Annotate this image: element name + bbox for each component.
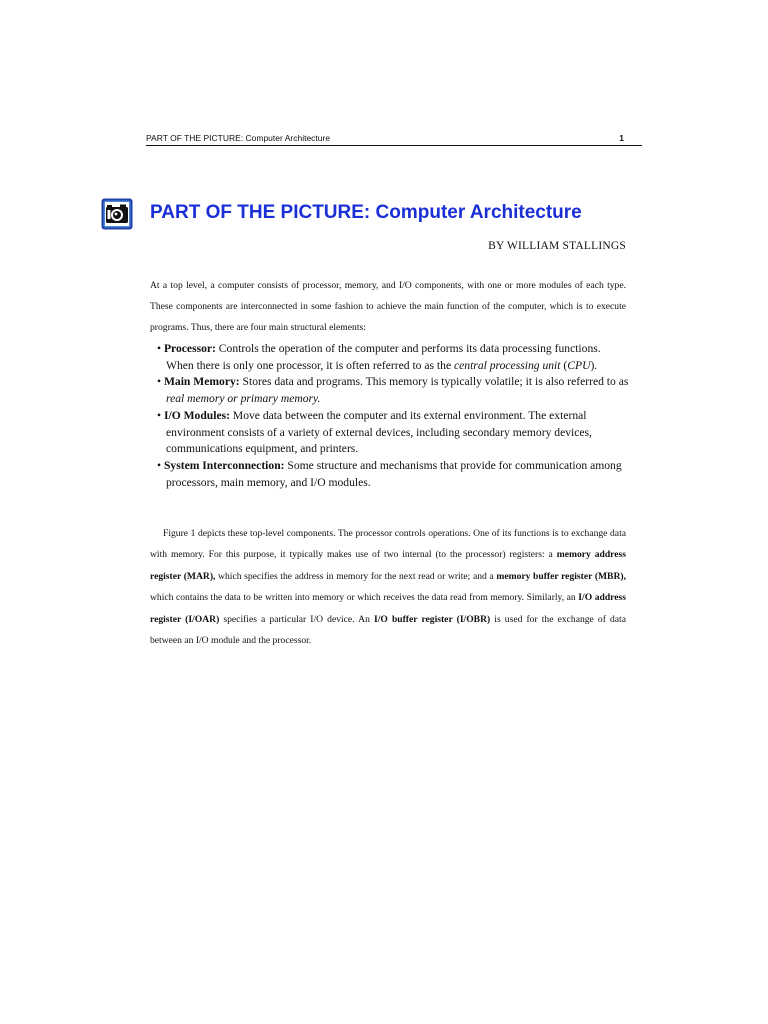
camera-icon (101, 198, 133, 230)
list-item-term: I/O Modules: (163, 408, 230, 422)
list-item: • Main Memory: Stores data and programs. This memory is typically volatile; it is also referred to as real memory or primary memory. (157, 375, 629, 406)
list-item: • Processor: Controls the operation of the computer and performs its data processing functions. When there is only one processor, it is often referred to as the central processing unit (CPU). (157, 342, 601, 372)
list-item-text: Stores data and programs. This memory is typically volatile; it is also referred to as (239, 375, 629, 389)
list-item-term: System Interconnection: (163, 458, 285, 472)
page-number: 1 (619, 133, 624, 143)
intro-paragraph: At a top level, a computer consists of processor, memory, and I/O components, with one or more modules of each type. These components are interconnected in some fashion to achieve the main function of the computer, which is to execute programs. Thus, there are four main structural elements: (150, 280, 626, 333)
list-item: • I/O Modules: Move data between the computer and its external environment. The external environment consists of a variety of external devices, including secondary memory devices, communications equipment, and printers. (157, 408, 592, 456)
list-item-text: ). (590, 358, 598, 372)
byline: BY WILLIAM STALLINGS (488, 240, 626, 252)
body-paragraph (150, 523, 626, 651)
term-ioar: I/O address register (I/OAR) (150, 592, 626, 625)
list-item-text: Controls the operation of the computer and performs its data processing functions. When there is only one processor, it is often referred to as the (166, 342, 601, 372)
paragraph-text: which specifies the address in memory for the next read or write; and a (215, 570, 497, 582)
paragraph-text: specifies a particular I/O device. An (219, 613, 374, 625)
list-item-emphasis: central processing unit (454, 358, 561, 372)
list-item-term: Main Memory: (163, 375, 240, 389)
list-item-term: Processor: (163, 342, 216, 355)
paragraph-text: which contains the data to be written into memory or which receives the data read from memory. Similarly, an (150, 592, 579, 604)
list-item-text: Move data between the computer and its external environment. The external environment consists of a variety of external devices, including secondary memory devices, communications equipment, and printers. (166, 408, 592, 456)
list-item-emphasis: CPU (567, 358, 591, 372)
paragraph-text: Figure 1 depicts these top-level components. The processor controls operations. One of its functions is to exchange data with memory. For this purpose, it typically makes use of two internal (to the processor) registers: a (150, 528, 626, 561)
list-item: • System Interconnection: Some structure and mechanisms that provide for communication among processors, main memory, and I/O modules. (157, 458, 622, 489)
page-title: PART OF THE PICTURE: Computer Architecture (150, 202, 582, 223)
running-head-title: PART OF THE PICTURE: Computer Architecture (146, 133, 331, 143)
structural-elements-list (157, 341, 629, 491)
term-iobr: I/O buffer register (I/OBR) (373, 613, 491, 625)
list-item-emphasis: real memory or primary memory. (166, 392, 321, 406)
running-head (146, 133, 642, 146)
term-mbr: memory buffer register (MBR), (496, 570, 626, 582)
paragraph-text: is used for the exchange of data between an I/O module and the processor. (150, 613, 626, 647)
list-item-text: ( (560, 358, 568, 372)
term-mar: memory address register (MAR), (150, 549, 626, 582)
list-item-text: Some structure and mechanisms that provide for communication among processors, main memory, and I/O modules. (166, 458, 622, 489)
